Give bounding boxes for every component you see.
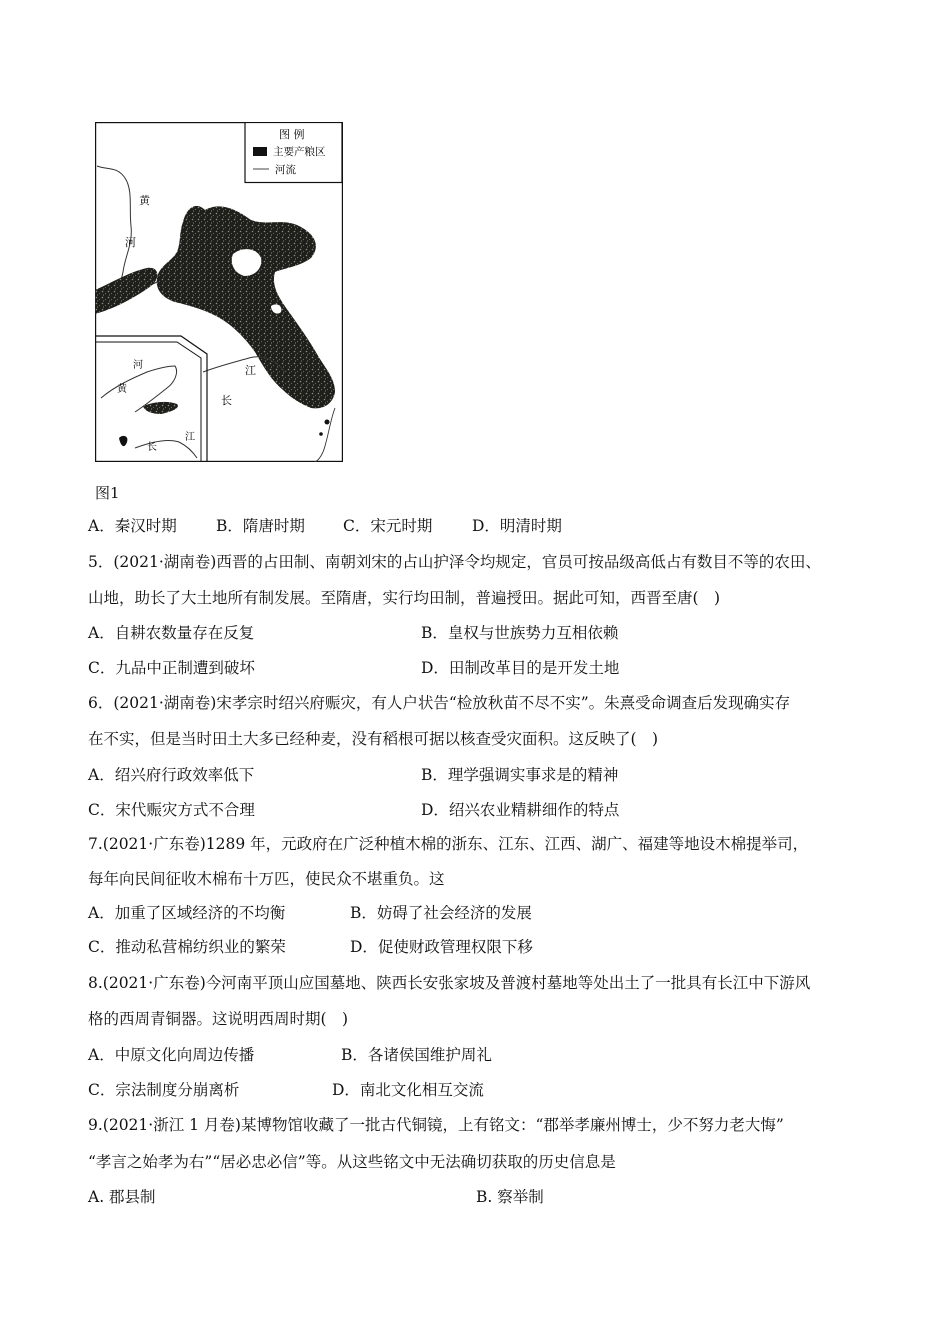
q6-option-a[interactable]: A．绍兴府行政效率低下 [88, 766, 255, 784]
legend-river-label: 河流 [275, 164, 296, 176]
q7-stem-line-2: 每年向民间征收木棉布十万匹，使民众不堪重负。这 [88, 870, 445, 888]
label-jiang-inset: 江 [185, 432, 195, 443]
q8-option-c[interactable]: C．宗法制度分崩离析 [88, 1081, 240, 1099]
legend-grain-label: 主要产粮区 [273, 146, 326, 158]
grain-region-map [95, 122, 343, 462]
q8-option-d[interactable]: D．南北文化相互交流 [332, 1081, 484, 1099]
q8-option-a[interactable]: A．中原文化向周边传播 [88, 1046, 255, 1064]
q5-option-a[interactable]: A．自耕农数量存在反复 [88, 624, 255, 642]
q5-option-c[interactable]: C．九品中正制遭到破坏 [88, 659, 255, 677]
q8-stem-line-2: 格的西周青铜器。这说明西周时期( ) [88, 1010, 349, 1028]
legend-title: 图 例 [279, 128, 305, 141]
label-jiang-main: 江 [245, 364, 256, 377]
q5-stem-line-2: 山地，助长了大土地所有制发展。至隋唐，实行均田制，普遍授田。据此可知，西晋至唐( ) [88, 589, 721, 607]
q8-option-b[interactable]: B．各诸侯国维护周礼 [341, 1046, 492, 1064]
q7-option-b[interactable]: B．妨碍了社会经济的发展 [350, 904, 532, 922]
grain-swatch-icon [253, 147, 267, 156]
q7-option-d[interactable]: D．促使财政管理权限下移 [350, 938, 533, 956]
q4-option-d[interactable]: D．明清时期 [472, 517, 562, 535]
q9-option-b[interactable]: B. 察举制 [476, 1188, 544, 1206]
q6-option-d[interactable]: D．绍兴农业精耕细作的特点 [421, 801, 620, 819]
q6-stem-line-2: 在不实，但是当时田土大多已经种麦，没有稻根可据以核查受灾面积。这反映了( ) [88, 730, 659, 748]
q5-option-b[interactable]: B．皇权与世族势力互相依赖 [421, 624, 619, 642]
label-chang-inset: 长 [147, 442, 157, 453]
q5-stem-line-1: 5．(2021·湖南卷)西晋的占田制、南朝刘宋的占山护泽令均规定，官员可按品级高低占有数目不等的农田、 [88, 553, 821, 571]
q9-option-a[interactable]: A. 郡县制 [88, 1188, 156, 1206]
q7-option-c[interactable]: C．推动私营棉纺织业的繁荣 [88, 938, 286, 956]
label-he-inset: 河 [133, 360, 143, 371]
label-huang-upper: 黄 [139, 194, 150, 207]
map-image [95, 122, 343, 462]
label-chang-main: 长 [221, 394, 232, 407]
q6-option-b[interactable]: B．理学强调实事求是的精神 [421, 766, 619, 784]
q6-option-c[interactable]: C．宋代赈灾方式不合理 [88, 801, 255, 819]
q9-stem-line-1: 9.(2021·浙江 1 月卷)某博物馆收藏了一批古代铜镜，上有铭文：“郡举孝廉州博士，少不努力老大悔” [88, 1116, 784, 1134]
q7-option-a[interactable]: A．加重了区域经济的不均衡 [88, 904, 286, 922]
q7-stem-line-1: 7.(2021·广东卷)1289 年，元政府在广泛种植木棉的浙东、江东、江西、湖广、福建等地设木棉提举司， [88, 835, 809, 853]
q4-option-a[interactable]: A．秦汉时期 [88, 517, 177, 535]
q5-option-d[interactable]: D．田制改革目的是开发土地 [421, 659, 620, 677]
figure-caption: 图1 [95, 484, 120, 502]
label-huang-inset: 黄 [117, 384, 127, 395]
q4-option-c[interactable]: C．宋元时期 [343, 517, 433, 535]
q9-stem-line-2: “孝言之始孝为右”“居必忠必信”等。从这些铭文中无法确切获取的历史信息是 [88, 1153, 616, 1171]
q6-stem-line-1: 6．(2021·湖南卷)宋孝宗时绍兴府赈灾，有人户状告“检放秋苗不尽不实”。朱熹受命调查后发现确实存 [88, 694, 791, 712]
q8-stem-line-1: 8.(2021·广东卷)今河南平顶山应国墓地、陕西长安张家坡及普渡村墓地等处出土了一批具有长江中下游风 [88, 974, 811, 992]
q4-option-b[interactable]: B．隋唐时期 [216, 517, 305, 535]
label-he-upper: 河 [125, 236, 136, 249]
